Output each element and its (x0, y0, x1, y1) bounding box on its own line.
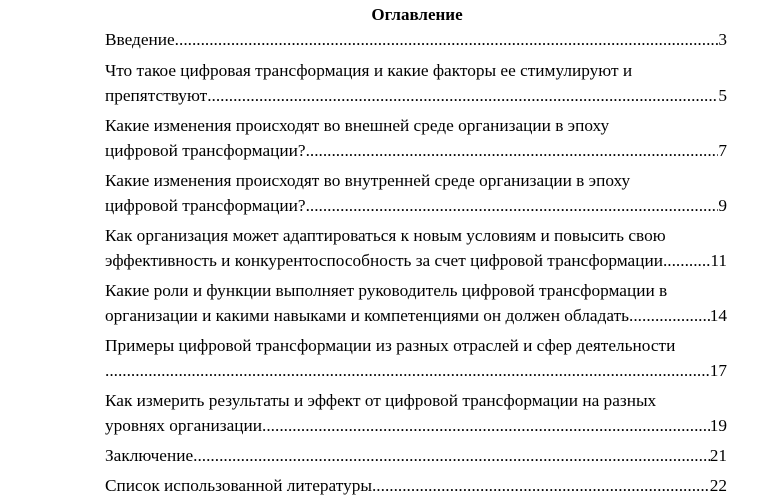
toc-entry-text: эффективность и конкурентоспособность за счет цифровой трансформации (105, 251, 663, 270)
toc-entry-references[interactable] (105, 473, 727, 499)
toc-leader-dots (306, 138, 719, 164)
toc-leader-dots (663, 248, 710, 274)
toc-page-number: 3 (718, 30, 727, 49)
toc-entry-last-line (105, 193, 727, 219)
toc-entry-text: препятствуют (105, 86, 208, 105)
toc-entry-leader-roles[interactable] (105, 278, 727, 329)
toc-entry-examples[interactable] (105, 333, 727, 384)
toc-entry-text: Примеры цифровой трансформации из разных отраслей и сфер деятельности (105, 335, 676, 355)
toc-entry-text: Заключение (105, 445, 194, 465)
toc-entry-last-line (105, 83, 727, 109)
toc-entry-measure-results[interactable] (105, 388, 727, 439)
toc-page-number: 22 (709, 476, 727, 495)
toc-entry-text: Как организация может адаптироваться к новым условиям и повысить свою (105, 225, 666, 245)
toc-entry-text: организации и какими навыками и компетенциями он должен обладать (105, 306, 630, 325)
toc-entry-last-line (105, 358, 727, 384)
toc-entry-text: Какие роли и функции выполняет руководитель цифровой трансформации в (105, 280, 668, 300)
toc-leader-dots (629, 303, 710, 329)
toc-page-number: 19 (709, 416, 727, 435)
toc-page-number: 21 (709, 445, 727, 465)
table-of-contents (105, 4, 727, 504)
toc-entry-external-environment[interactable] (105, 113, 727, 164)
toc-entry-last-line (105, 27, 727, 53)
toc-entry-text: Как измерить результаты и эффект от цифровой трансформации на разных (105, 390, 657, 410)
toc-entry-text: Список использованной литературы (105, 476, 372, 495)
toc-entry-last-line (105, 248, 727, 274)
toc-entry-last-line (105, 138, 727, 164)
toc-entry-text: Какие изменения происходят во внутренней среде организации в эпоху (105, 170, 631, 190)
toc-title: Оглавление (371, 5, 463, 24)
toc-entry-what-is-digital-transformation[interactable] (105, 58, 727, 109)
toc-entry-conclusion[interactable] (105, 443, 727, 469)
toc-entry-text: Какие изменения происходят во внешней среде организации в эпоху (105, 115, 610, 135)
toc-entry-last-line (105, 443, 727, 469)
toc-leader-dots (372, 473, 710, 499)
toc-entry-internal-environment[interactable] (105, 168, 727, 219)
toc-page-number: 9 (718, 196, 727, 215)
toc-page-number: 17 (709, 361, 727, 380)
toc-leader-dots (207, 83, 718, 109)
toc-page-number: 7 (718, 141, 727, 160)
toc-entry-last-line (105, 303, 727, 329)
toc-entry-last-line (105, 473, 727, 499)
toc-leader-dots (306, 193, 719, 219)
toc-entry-text: цифровой трансформации? (105, 141, 306, 160)
toc-page-number: 5 (718, 86, 727, 105)
toc-entry-last-line (105, 413, 727, 439)
toc-leader-dots (193, 443, 710, 469)
toc-entry-text: цифровой трансформации? (105, 196, 306, 215)
toc-entry-text: уровнях организации (105, 416, 263, 435)
toc-entry-adaptation[interactable] (105, 223, 727, 274)
toc-entry-introduction[interactable] (105, 27, 727, 53)
toc-page-number: 14 (709, 306, 727, 325)
toc-page-number: 11 (710, 251, 727, 270)
toc-entry-text: Что такое цифровая трансформация и какие факторы ее стимулируют и (105, 60, 633, 80)
toc-leader-dots (105, 358, 710, 384)
toc-entry-text: Введение (105, 30, 175, 49)
toc-leader-dots (175, 27, 719, 53)
toc-leader-dots (262, 413, 710, 439)
